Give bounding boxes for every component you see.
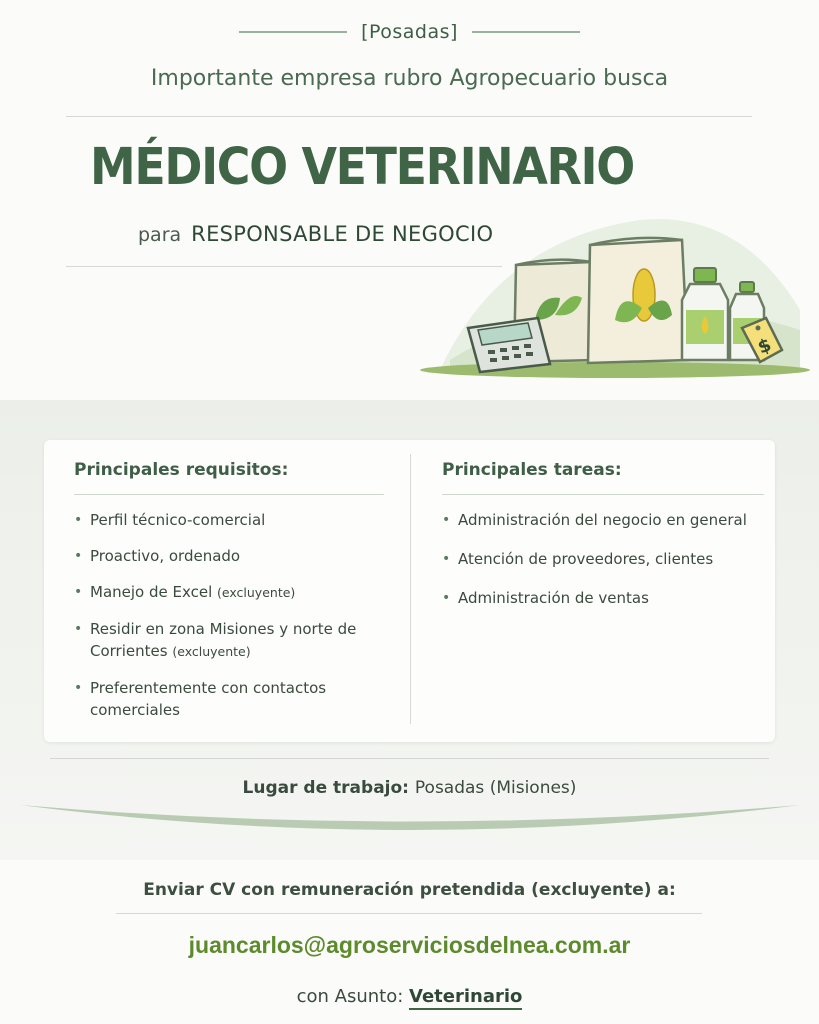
requirements-column xyxy=(74,440,384,735)
job-title: MÉDICO VETERINARIO xyxy=(90,138,634,197)
requirement-text: Manejo de Excel xyxy=(90,583,213,601)
contact-divider xyxy=(116,913,702,914)
requirements-heading: Principales requisitos: xyxy=(74,460,289,480)
requirement-text: Preferentemente con contactos comerciales xyxy=(90,679,327,719)
requirement-item xyxy=(74,509,384,531)
column-divider xyxy=(410,454,411,724)
requirements-rule xyxy=(74,494,384,495)
subject-label: con Asunto: xyxy=(296,986,404,1007)
send-instruction: Enviar CV con remuneración pretendida (excluyente) a: xyxy=(143,880,676,900)
task-item: • Administración del negocio en general xyxy=(442,509,752,531)
requirement-text: Perfil técnico-comercial xyxy=(90,511,266,529)
requirement-text: Residir en zona Misiones y norte de Corrientes xyxy=(90,620,357,660)
requirement-text: Proactivo, ordenado xyxy=(90,547,241,565)
tasks-column xyxy=(442,440,752,626)
decorative-line-right xyxy=(472,31,580,33)
task-item: • Atención de proveedores, clientes xyxy=(442,548,752,570)
tasks-list xyxy=(442,509,752,609)
price-tag-symbol: $ xyxy=(754,334,775,359)
intro-text: Importante empresa rubro Agropecuario busca xyxy=(150,66,669,91)
header-divider-top xyxy=(66,116,752,117)
agro-products-illustration xyxy=(410,200,810,395)
requirement-item xyxy=(74,581,384,604)
requirement-item xyxy=(74,618,384,663)
details-card xyxy=(44,440,775,742)
workplace-line xyxy=(0,778,819,798)
task-item: • Administración de ventas xyxy=(442,587,752,609)
contact-email[interactable]: juancarlos@agroserviciosdelnea.com.ar xyxy=(188,932,631,958)
calculator-icon xyxy=(468,318,550,372)
requirement-note: (excluyente) xyxy=(217,585,296,600)
subtitle-role: RESPONSABLE DE NEGOCIO xyxy=(191,222,494,246)
decorative-line-left xyxy=(239,31,347,33)
workplace-label: Lugar de trabajo: xyxy=(242,778,409,798)
requirement-note: (excluyente) xyxy=(172,644,251,659)
requirement-item xyxy=(74,545,384,567)
subject-line xyxy=(0,986,819,1007)
location-row xyxy=(0,16,819,48)
requirements-list xyxy=(74,509,384,721)
requirement-item xyxy=(74,677,384,721)
tasks-rule xyxy=(442,494,764,495)
decorative-swoosh xyxy=(0,800,819,850)
subtitle-prefix: para xyxy=(138,224,182,246)
workplace-divider xyxy=(50,758,769,759)
subject-value: Veterinario xyxy=(409,986,522,1010)
tasks-heading: Principales tareas: xyxy=(442,460,622,480)
workplace-value: Posadas (Misiones) xyxy=(414,778,577,798)
seed-bag-corn-icon xyxy=(588,238,688,363)
location-label: [Posadas] xyxy=(361,21,458,43)
